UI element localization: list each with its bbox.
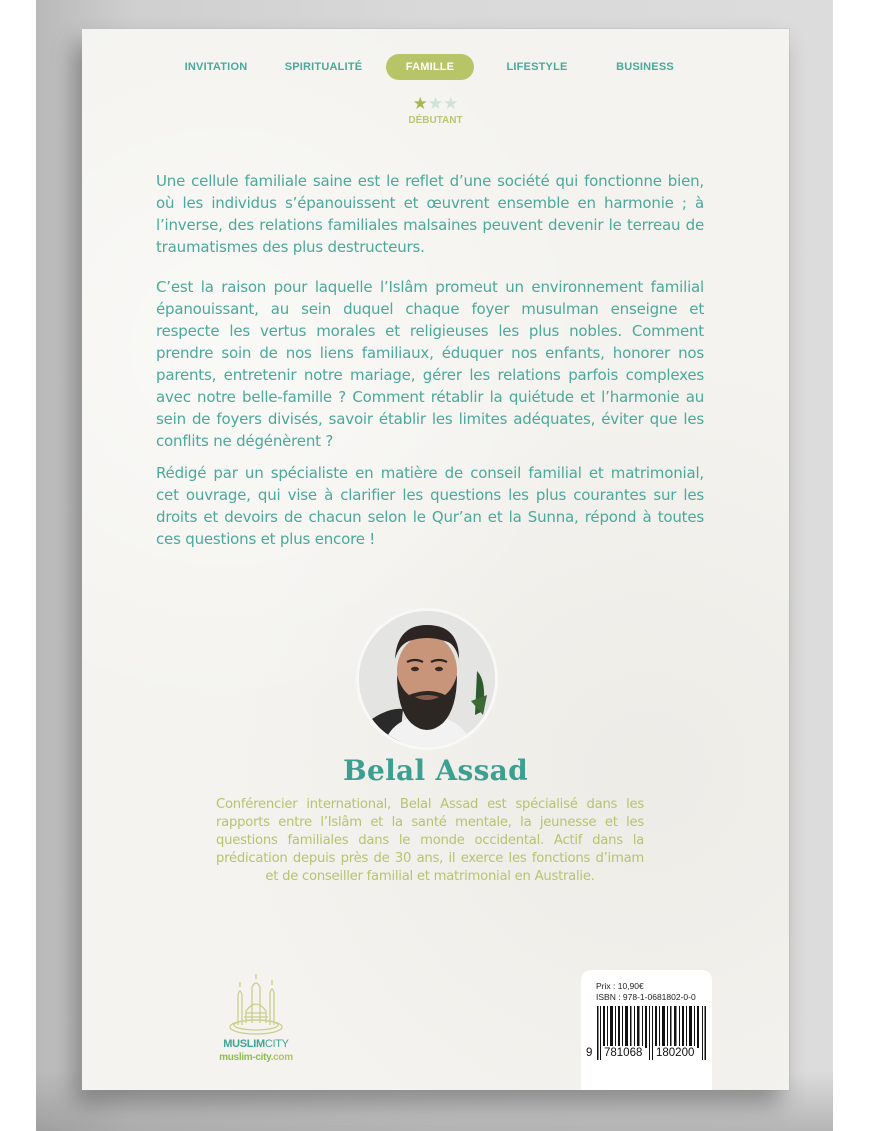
star-empty-icon: ★	[443, 94, 459, 114]
barcode-label	[581, 970, 712, 1090]
publisher-name: MUSLIMCITY	[223, 1038, 289, 1050]
book-back-cover	[82, 29, 789, 1090]
author-name: Belal Assad	[343, 754, 528, 787]
star-empty-icon: ★	[427, 94, 444, 114]
difficulty-label: DÉBUTANT	[408, 115, 463, 126]
barcode-digits-left: 781068	[604, 1047, 643, 1059]
category-spiritualite[interactable]: SPIRITUALITÉ	[284, 61, 363, 73]
barcode-digits-right: 180200	[656, 1047, 695, 1059]
difficulty-stars	[82, 95, 789, 113]
difficulty-level	[82, 95, 789, 126]
category-lifestyle[interactable]: LIFESTYLE	[506, 61, 568, 73]
isbn-text: ISBN : 978-1-0681802-0-0	[596, 992, 696, 1002]
category-business[interactable]: BUSINESS	[616, 61, 674, 73]
category-nav	[82, 54, 789, 80]
description-paragraph-2: C’est la raison pour laquelle l’Islâm promeut un environnement familial épanouissant, au sein duquel chaque foyer musulman enseigne et respecte les vertus morales et religieuses les plus nobles. Comment prendre soin de nos liens familiaux, éduquer nos enfants, honorer nos parents, entretenir notre mariage, gérer les relations parfois complexes avec notre belle-famille ? Comment rétablir la quiétude et l’harmonie au sein de foyers divisés, savoir établir les limites adéquates, éviter que les conflits ne dégénèrent ?	[156, 278, 704, 450]
publisher-logo	[216, 973, 296, 1073]
barcode-digit-first: 9	[586, 1047, 593, 1059]
category-famille-active[interactable]: FAMILLE	[386, 54, 474, 80]
author-bio: Conférencier international, Belal Assad est spécialisé dans les rapports entre l’Islâm et la santé mentale, la jeunesse et les questions familiales dans le monde occidental. Actif dans la prédication depuis près de 30 ans, il exerce les fonctions d’imam et de conseiller familial et matrimonial en Australie.	[216, 797, 644, 884]
category-invitation[interactable]: INVITATION	[184, 61, 248, 73]
author-portrait-icon	[359, 611, 495, 747]
author-photo	[359, 611, 495, 747]
description-paragraph-1: Une cellule familiale saine est le reflet d’une société qui fonctionne bien, où les individus s’épanouissent et œuvrent ensemble en harmonie ; à l’inverse, des relations familiales malsaines peuvent devenir le terreau de traumatismes des plus destructeurs.	[156, 172, 704, 256]
description-paragraph-3: Rédigé par un spécialiste en matière de conseil familial et matrimonial, cet ouvrage, qui vise à clarifier les questions les plus courantes sur les droits et devoirs de chacun selon le Qur’an et la Sunna, répond à toutes ces questions et plus encore !	[156, 464, 704, 548]
star-filled-icon: ★	[412, 94, 428, 114]
price-text: Prix : 10,90€	[596, 981, 644, 991]
mosque-icon	[216, 973, 296, 1039]
publisher-url[interactable]: muslim-city.com	[219, 1052, 293, 1063]
